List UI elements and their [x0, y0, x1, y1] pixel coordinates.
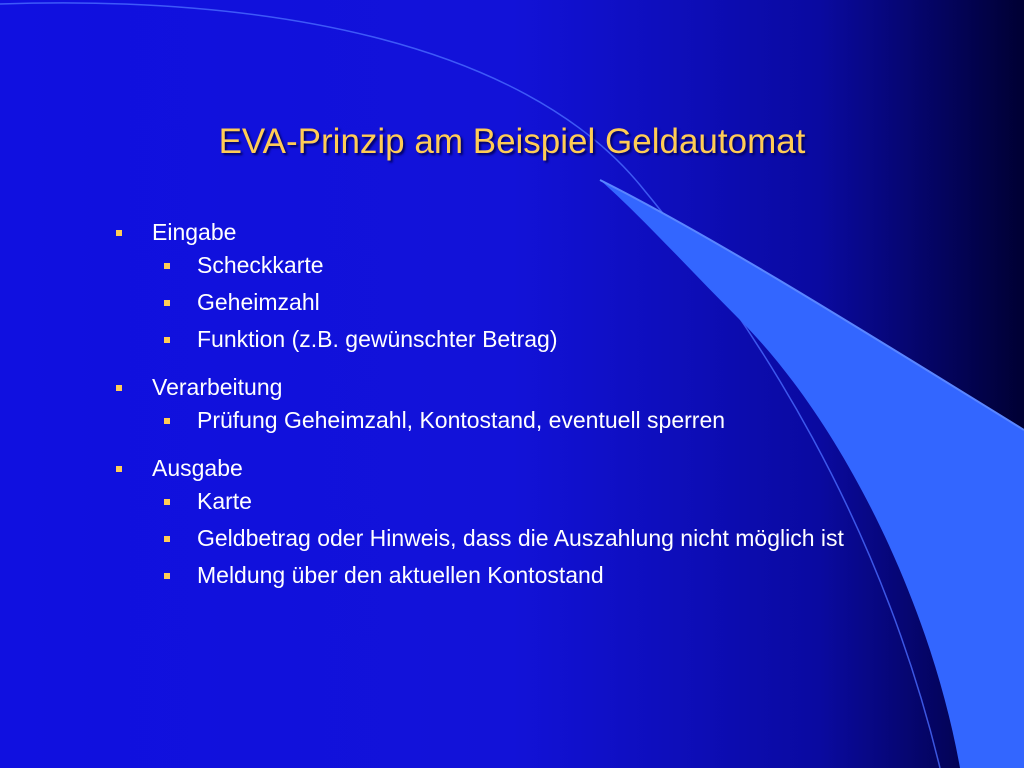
square-bullet-icon: [116, 466, 122, 472]
section-heading: Verarbeitung: [152, 374, 283, 400]
square-bullet-icon: [116, 230, 122, 236]
square-bullet-icon: [164, 573, 170, 579]
section-eingabe: [110, 216, 870, 353]
slide-title: EVA-Prinzip am Beispiel Geldautomat: [218, 122, 806, 161]
section-verarbeitung: [110, 371, 870, 434]
square-bullet-icon: [164, 499, 170, 505]
square-bullet-icon: [164, 263, 170, 269]
list-item: Funktion (z.B. gewünschter Betrag): [152, 326, 870, 353]
sub-list: [152, 407, 870, 434]
square-bullet-icon: [164, 337, 170, 343]
list-item: Scheckkarte: [152, 252, 870, 279]
list-item: Meldung über den aktuellen Kontostand: [152, 562, 870, 589]
sub-list: [152, 488, 870, 589]
square-bullet-icon: [116, 385, 122, 391]
bullet-outline: [110, 216, 870, 589]
square-bullet-icon: [164, 300, 170, 306]
sub-list: [152, 252, 870, 353]
list-item: Geldbetrag oder Hinweis, dass die Auszahlung nicht möglich ist: [152, 525, 870, 552]
section-ausgabe: [110, 452, 870, 589]
list-item: Karte: [152, 488, 870, 515]
list-item: Prüfung Geheimzahl, Kontostand, eventuell sperren: [152, 407, 870, 434]
section-heading: Ausgabe: [152, 455, 243, 481]
square-bullet-icon: [164, 536, 170, 542]
list-item: Geheimzahl: [152, 289, 870, 316]
square-bullet-icon: [164, 418, 170, 424]
section-heading: Eingabe: [152, 219, 237, 245]
